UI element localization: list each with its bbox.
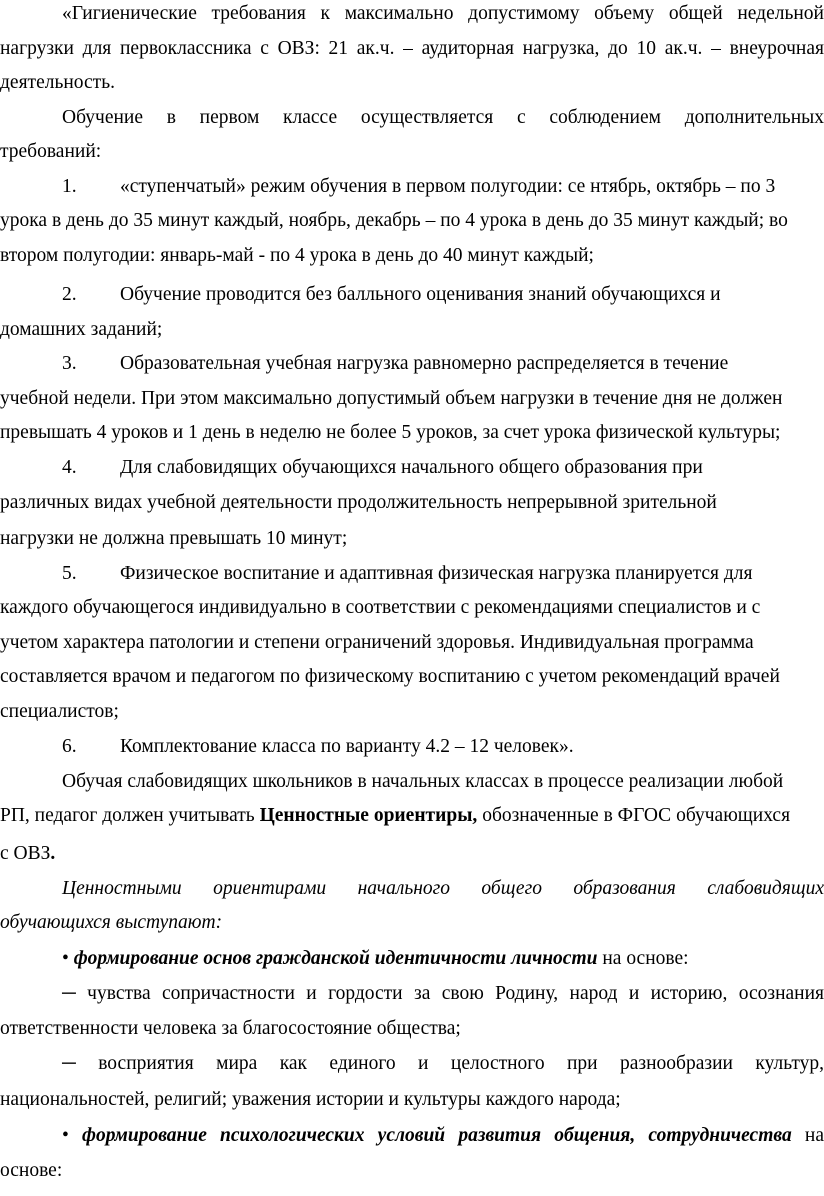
text-line [0, 490, 717, 516]
text-line [120, 351, 728, 377]
text-line [0, 70, 115, 96]
text-line [0, 1016, 461, 1042]
text-run: Ценностными ориентирами начального общего образования слабовидящих [62, 878, 824, 899]
text-run: Комплектование класса по варианту 4.2 – 12 человек». [120, 736, 574, 757]
list-number: 3. [62, 353, 77, 374]
text-line [0, 317, 162, 343]
text-run: обучающихся выступают: [0, 912, 223, 933]
text-line [62, 105, 824, 131]
text-run: «ступенчатый» режим обучения в первом полугодии: се нтябрь, октябрь – по 3 [120, 176, 776, 197]
text-line [0, 420, 780, 446]
text-run: с ОВЗ [0, 843, 51, 864]
text-line [0, 910, 222, 936]
text-run: на [791, 1125, 824, 1146]
text-line [0, 526, 347, 552]
text-run: каждого обучающегося индивидуально в соответствии с рекомендациями специалистов и с [0, 597, 761, 618]
text-line [0, 664, 780, 690]
text-run: на основе: [597, 948, 689, 969]
text-line [0, 1158, 62, 1184]
text-run: Обучая слабовидящих школьников в начальных классах в процессе реализации любой [62, 771, 784, 792]
text-line [62, 1051, 824, 1077]
text-run: нагрузки для первоклассника с ОВЗ: 21 ак.ч. – аудиторная нагрузка, до 10 ак.ч. – внеурочная [0, 38, 824, 59]
text-run: • [62, 1125, 83, 1146]
text-line [0, 139, 101, 165]
text-run: национальностей, религий; уважения истории и культуры каждого народа; [0, 1089, 621, 1110]
text-run: ответственности человека за благосостояние общества; [0, 1018, 461, 1039]
text-line [62, 876, 824, 902]
text-run: Ценностные ориентиры, [259, 805, 478, 826]
text-run: втором полугодии: январь-май - по 4 урока в день до 40 минут каждый; [0, 245, 594, 266]
text-line [0, 699, 119, 725]
text-line [120, 282, 721, 308]
text-line [0, 630, 754, 656]
text-line [62, 769, 783, 795]
text-run: Физическое воспитание и адаптивная физическая нагрузка планируется для [120, 563, 753, 584]
text-line [0, 1087, 621, 1113]
text-run: составляется врачом и педагогом по физическому воспитанию с учетом рекомендаций врачей [0, 666, 780, 687]
list-number: 1. [62, 176, 77, 197]
text-line [120, 455, 703, 481]
text-run: учебной недели. При этом максимально допустимый объем нагрузки в течение дня не должен [0, 388, 783, 409]
text-line [0, 208, 788, 234]
text-run: Для слабовидящих обучающихся начального общего образования при [120, 457, 703, 478]
text-run: формирование основ гражданской идентичности личности [73, 948, 598, 969]
text-run: . [50, 843, 56, 864]
text-run: деятельность. [0, 72, 115, 93]
text-run: учетом характера патологии и степени ограничений здоровья. Индивидуальная программа [0, 632, 754, 653]
text-run: требований: [0, 141, 102, 162]
text-run: формирование психологических условий развития общения, сотрудничества [82, 1125, 792, 1146]
text-run: РП, педагог должен учитывать [0, 805, 260, 826]
text-line [0, 841, 55, 867]
text-line [62, 946, 689, 972]
list-number: 2. [62, 284, 77, 305]
text-line [120, 561, 753, 587]
text-line [0, 36, 824, 62]
text-line [0, 595, 760, 621]
text-run: превышать 4 уроков и 1 день в неделю не более 5 уроков, за счет урока физической культуры; [0, 422, 781, 443]
text-line [0, 803, 790, 829]
text-run: домашних заданий; [0, 319, 163, 340]
list-number: 4. [62, 457, 77, 478]
text-line [62, 1123, 824, 1149]
text-run: • [62, 948, 74, 969]
text-run: специалистов; [0, 701, 119, 722]
list-number: 5. [62, 563, 77, 584]
text-line [0, 243, 594, 269]
text-run: Обучение проводится без балльного оценивания знаний обучающихся и [120, 284, 721, 305]
text-run: Обучение в первом классе осуществляется с соблюдением дополнительных [62, 107, 824, 128]
text-line [120, 174, 775, 200]
text-line [120, 734, 574, 760]
text-run: ─ восприятия мира как единого и целостного при разнообразии культур, [62, 1053, 824, 1074]
text-run: основе: [0, 1160, 63, 1181]
text-line [62, 1, 824, 27]
list-number: 6. [62, 736, 77, 757]
text-run: нагрузки не должна превышать 10 минут; [0, 528, 348, 549]
text-line [0, 386, 782, 412]
text-run: различных видах учебной деятельности продолжительность непрерывной зрительной [0, 492, 717, 513]
text-run: обозначенные в ФГОС обучающихся [477, 805, 791, 826]
text-run: «Гигиенические требования к максимально допустимому объему общей недельной [62, 3, 824, 24]
text-run: Образовательная учебная нагрузка равномерно распределяется в течение [120, 353, 729, 374]
text-run: урока в день до 35 минут каждый, ноябрь, декабрь – по 4 урока в день до 35 минут каждый; во [0, 210, 788, 231]
text-run: ─ чувства сопричастности и гордости за свою Родину, народ и историю, осознания [62, 983, 824, 1004]
text-line [62, 981, 824, 1007]
